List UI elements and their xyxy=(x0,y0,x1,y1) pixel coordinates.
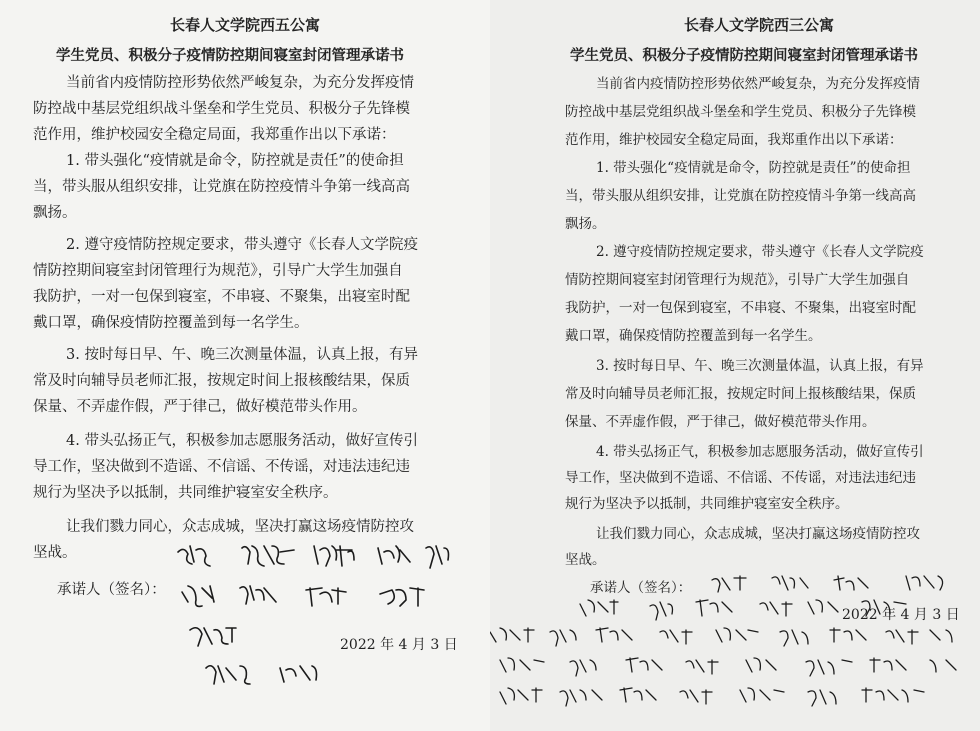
paragraph-line: 3. 按时每日早、午、晚三次测量体温，认真上报，有异 xyxy=(596,358,924,374)
paragraph-line: 4. 带头弘扬正气，积极参加志愿服务活动，做好宣传引 xyxy=(596,444,924,460)
paragraph-line: 当，带头服从组织安排，让党旗在防控疫情斗争第一线高高 xyxy=(33,179,410,195)
paragraph-line: 常及时向辅导员老师汇报，按规定时间上报核酸结果，保质 xyxy=(565,386,916,402)
date: 2022 年 4 月 3 日 xyxy=(340,637,458,653)
paragraph-line: 情防控期间寝室封闭管理行为规范》，引导广大学生加强自 xyxy=(565,272,910,288)
document-title: 长春人文学院西五公寓 xyxy=(170,16,321,34)
paragraph-line: 让我们戮力同心，众志成城，坚决打赢这场疫情防控攻 xyxy=(66,519,414,535)
paragraph-line: 规行为坚决予以抵制，共同维护寝室安全秩序。 xyxy=(33,485,338,501)
paragraph-line: 飘扬。 xyxy=(565,216,606,232)
paragraph-line: 规行为坚决予以抵制，共同维护寝室安全秩序。 xyxy=(565,496,849,512)
paragraph-line: 保量、不弄虚作假，严于律己，做好模范带头作用。 xyxy=(565,414,876,430)
paragraph-line: 1. 带头强化“疫情就是命令，防控就是责任”的使命担 xyxy=(596,160,911,176)
date: 2022 年 4 月 3 日 xyxy=(842,607,960,623)
paragraph-line: 我防护，一对一包保到寝室，不串寝、不聚集，出寝室时配 xyxy=(565,300,916,316)
paragraph-line: 情防控期间寝室封闭管理行为规范》，引导广大学生加强自 xyxy=(33,263,403,279)
document-title: 长春人文学院西三公寓 xyxy=(684,16,835,34)
paragraph-line: 常及时向辅导员老师汇报，按规定时间上报核酸结果，保质 xyxy=(33,373,410,389)
paragraph-line: 1. 带头强化“疫情就是命令，防控就是责任”的使命担 xyxy=(66,153,404,169)
paragraph-line: 防控战中基层党组织战斗堡垒和学生党员、积极分子先锋模 xyxy=(565,104,916,120)
paragraph-line: 坚战。 xyxy=(565,552,606,568)
paragraph-line: 当前省内疫情防控形势依然严峻复杂，为充分发挥疫情 xyxy=(596,76,920,92)
document-subtitle: 学生党员、积极分子疫情防控期间寝室封闭管理承诺书 xyxy=(570,47,918,64)
paragraph-line: 2. 遵守疫情防控规定要求，带头遵守《长春人文学院疫 xyxy=(66,237,418,253)
paragraph-line: 导工作，坚决做到不造谣、不信谣、不传谣，对违法违纪违 xyxy=(33,459,410,475)
paragraph-line: 3. 按时每日早、午、晚三次测量体温，认真上报，有异 xyxy=(66,347,418,363)
paragraph-line: 范作用，维护校园安全稳定局面，我郑重作出以下承诺： xyxy=(565,132,903,148)
commitment-letter-west3 xyxy=(490,0,980,731)
paragraph-line: 当前省内疫情防控形势依然严峻复杂，为充分发挥疫情 xyxy=(66,75,414,91)
paragraph-line: 当，带头服从组织安排，让党旗在防控疫情斗争第一线高高 xyxy=(565,188,916,204)
paragraph-line: 飘扬。 xyxy=(33,205,77,221)
handwritten-signatures xyxy=(490,560,980,731)
signer-label: 承诺人（签名）： xyxy=(590,580,692,596)
paragraph-line: 让我们戮力同心，众志成城，坚决打赢这场疫情防控攻 xyxy=(596,526,920,542)
signer-label: 承诺人（签名）： xyxy=(57,582,166,598)
paragraph-line: 防控战中基层党组织战斗堡垒和学生党员、积极分子先锋模 xyxy=(33,101,410,117)
paragraph-line: 范作用，维护校园安全稳定局面，我郑重作出以下承诺： xyxy=(33,127,396,143)
paragraph-line: 我防护，一对一包保到寝室，不串寝、不聚集，出寝室时配 xyxy=(33,289,410,305)
paragraph-line: 导工作，坚决做到不造谣、不信谣、不传谣，对违法违纪违 xyxy=(565,470,916,486)
paragraph-line: 戴口罩，确保疫情防控覆盖到每一名学生。 xyxy=(33,315,309,331)
paragraph-line: 保量、不弄虚作假，严于律己，做好模范带头作用。 xyxy=(33,399,367,415)
paragraph-line: 4. 带头弘扬正气，积极参加志愿服务活动，做好宣传引 xyxy=(66,433,418,449)
document-subtitle: 学生党员、积极分子疫情防控期间寝室封闭管理承诺书 xyxy=(56,47,404,64)
paragraph-line: 戴口罩，确保疫情防控覆盖到每一名学生。 xyxy=(565,328,822,344)
paragraph-line: 2. 遵守疫情防控规定要求，带头遵守《长春人文学院疫 xyxy=(596,244,924,260)
paragraph-line: 坚战。 xyxy=(33,545,77,561)
handwritten-signatures xyxy=(160,538,490,728)
